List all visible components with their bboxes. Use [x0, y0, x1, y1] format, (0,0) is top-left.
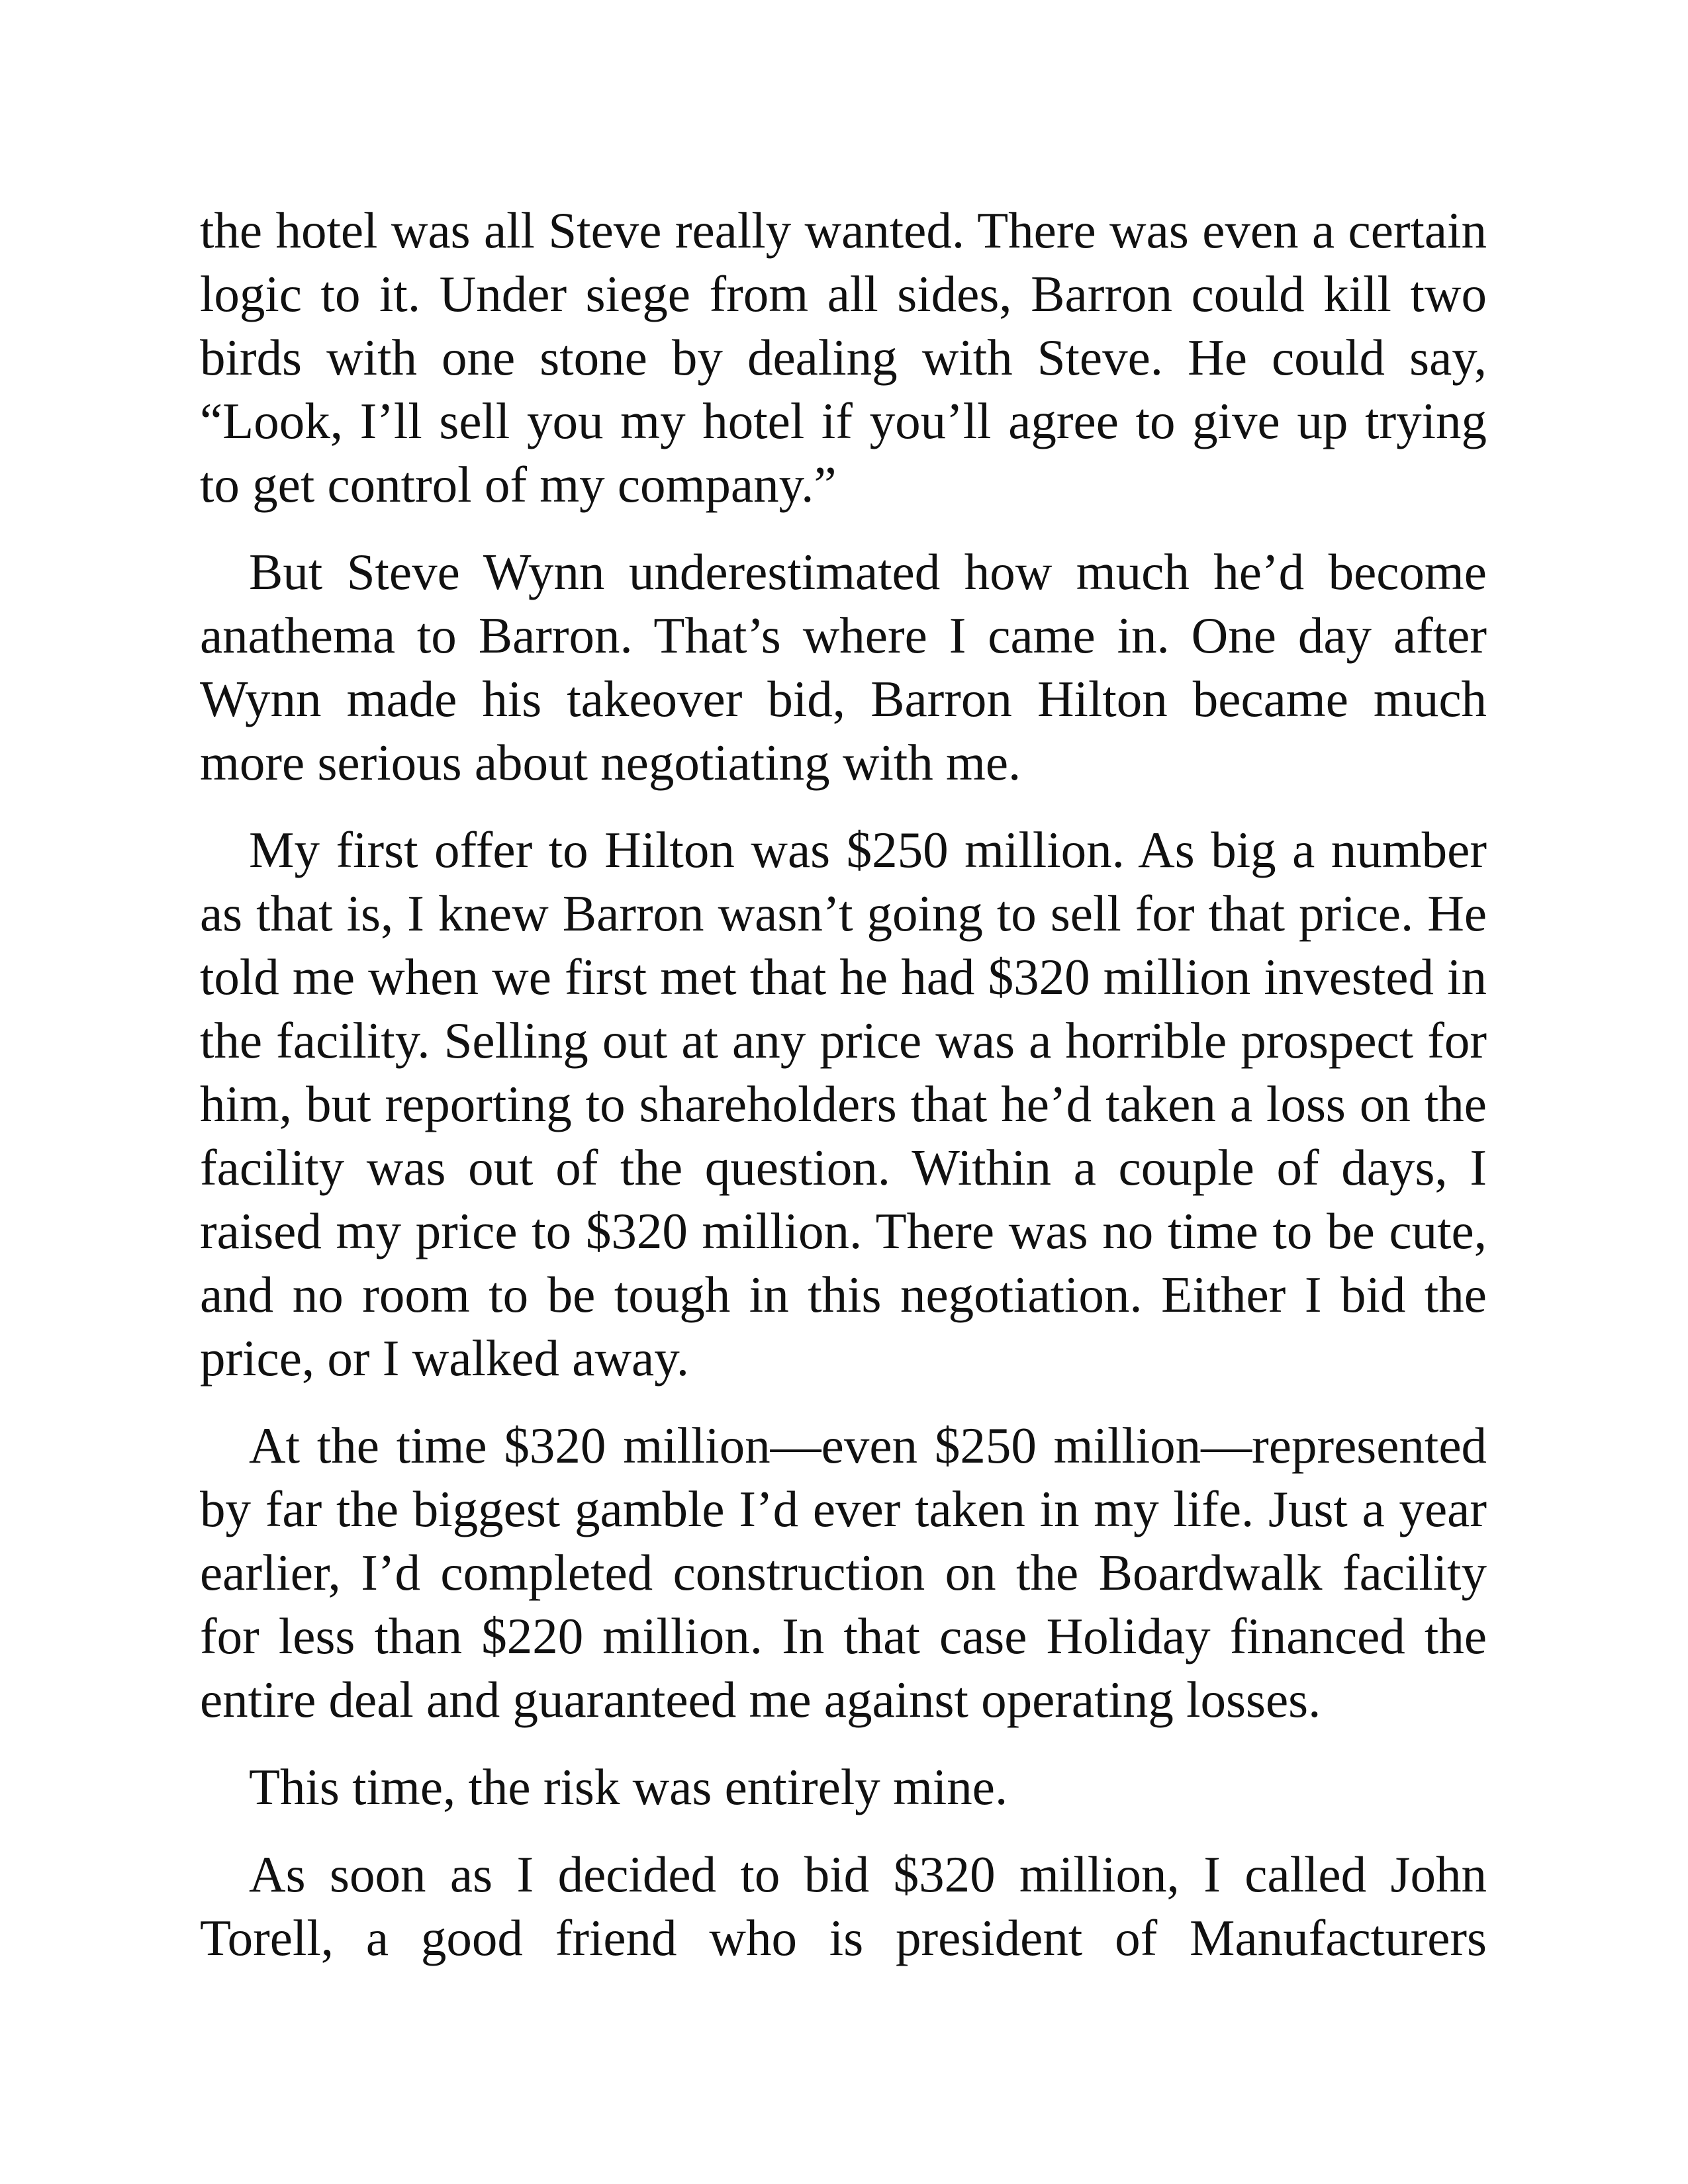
paragraph-called-john-torell: As soon as I decided to bid $320 million, I called John Torell, a good friend who is president of Manufacturers: [200, 1846, 1487, 1966]
book-page-body: [200, 199, 1487, 1970]
paragraph-wynn-underestimated: But Steve Wynn underestimated how much he’d become anathema to Barron. That’s where I came in. One day after Wynn made his takeover bid, Barron Hilton became much more serious about negotiating with me.: [200, 543, 1487, 791]
paragraph-continuation: the hotel was all Steve really wanted. There was even a certain logic to it. Under siege from all sides, Barron could kill two birds with one stone by dealing with Steve. He could say, “Look, I’ll sell you my hotel if you’ll agree to give up trying to get control of my company.”: [200, 202, 1487, 513]
paragraph-first-offer: My first offer to Hilton was $250 million. As big a number as that is, I knew Barron wasn’t going to sell for that price. He told me when we first met that he had $320 million invested in the facility. Selling out at any price was a horrible prospect for him, but reporting to shareholders that he’d taken a loss on the facility was out of the question. Within a couple of days, I raised my price to $320 million. There was no time to be cute, and no room to be tough in this negotiation. Either I bid the price, or I walked away.: [200, 821, 1487, 1387]
paragraph-biggest-gamble: At the time $320 million—even $250 million—represented by far the biggest gamble I’d ever taken in my life. Just a year earlier, I’d completed construction on the Boardwalk facility for less than $220 million. In that case Holiday financed the entire deal and guaranteed me against operating losses.: [200, 1417, 1487, 1728]
paragraph-risk-mine: This time, the risk was entirely mine.: [249, 1758, 1008, 1815]
